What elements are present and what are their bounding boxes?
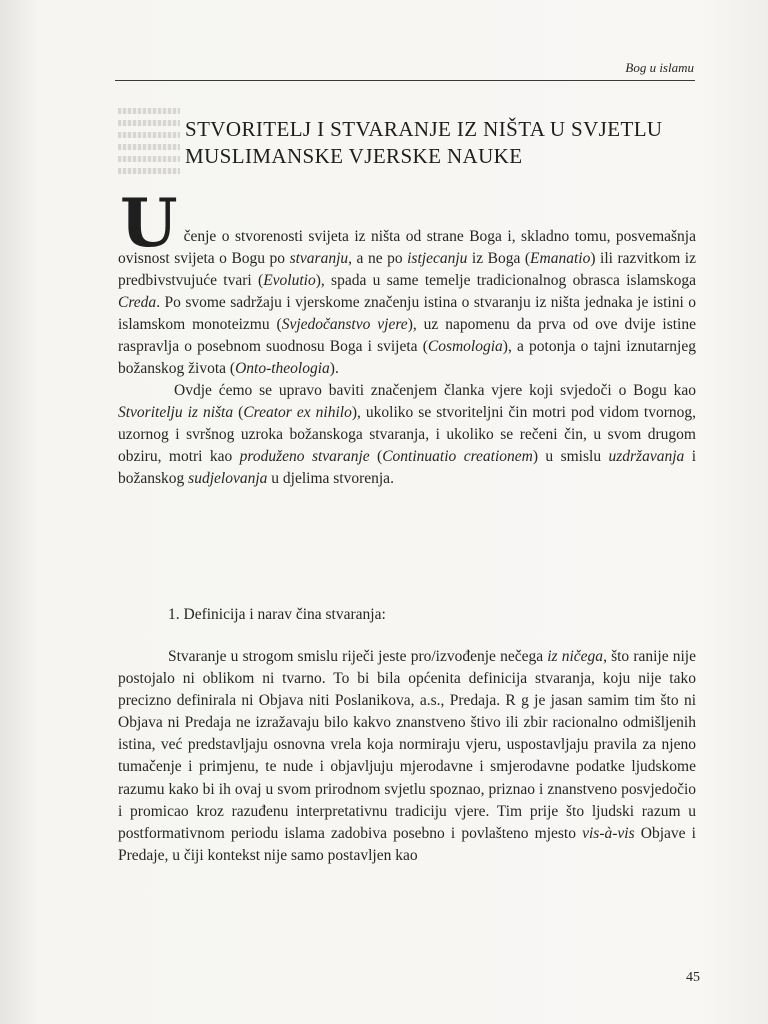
- drop-cap: U: [120, 184, 178, 262]
- header-rule: [115, 80, 695, 81]
- running-head: Bog u islamu: [625, 60, 694, 75]
- page-number: 45: [686, 970, 700, 985]
- intro-text: [118, 184, 696, 490]
- section-heading: 1. Definicija i narav čina stvaranja:: [168, 606, 386, 623]
- paragraph-2: Ovdje ćemo se upravo baviti značenjem članka vjere koji svjedoči o Bogu kao Stvoritelju iz ništa (Creator ex nihilo), ukoliko se stvoriteljni čin motri pod vidom tvornog, uzornog i svršnog uzroka božanskoga stvaranja, i ukoliko se rečeni čin, u svom drugom obziru, motri kao produženo stvaranje (Continuatio creationem) u smislu uzdržavanja i božanskog sudjelovanja u djelima stvorenja.: [118, 382, 696, 487]
- chapter-title: STVORITELJ I STVARANJE IZ NIŠTA U SVJETLU MUSLIMANSKE VJERSKE NAUKE: [185, 117, 663, 168]
- paragraph-1: čenje o stvorenosti svijeta iz ništa od strane Boga i, skladno tomu, posvemašnja ovisnost svijeta o Bogu po stvaranju, a ne po istjecanju iz Boga (Emanatio) ili razvitkom iz predbivstvujuće tvari (Evolutio), spada u same temelje tradicionalnog obrasca islamskoga Creda. Po svome sadržaju i vjerskome značenju istina o stvaranju iz ništa jednaka je istini o islamskom monoteizmu (Svjedočanstvo vjere), uz napomenu da prva od ove dvije istine raspravlja o posebnom suodnosu Boga i svijeta (Cosmologia), a potonja o tajni iznutarnjeg božanskog života (Onto-theologia).: [118, 228, 696, 377]
- chapter-ornament: [118, 108, 180, 188]
- paragraph-3: Stvaranje u strogom smislu riječi jeste pro/izvođenje nečega iz ničega, što ranije nije postojalo ni oblikom ni tvarno. To bi bila općenita definicija stvaranja, koju nije tako precizno definirala ni Objava niti Poslanikova, a.s., Predaja. R g je jasan samim tim što ni Objava ni Predaja ne izražavaju bilo kakvo znanstveno štivo ili zbir racionalno odmišljenih istina, već predstavljaju osnovna vrela koja normiraju vjeru, uspostavljaju pravila za njeno tumačenje i primjenu, te nude i objavljuju mjerodavne i smjerodavne podatke ljudskome razumu kako bi ih ovaj u svom prirodnom svjetlu spoznao, priznao i znanstveno posvjedočio i promicao kroz razuđenu interpretativnu tradiciju vjere. Tim prije što ljudski razum u postformativnom periodu islama zadobiva posebno i povlašteno mjesto vis-à-vis Objave i Predaje, u čiji kontekst nije samo postavljen kao: [118, 648, 696, 864]
